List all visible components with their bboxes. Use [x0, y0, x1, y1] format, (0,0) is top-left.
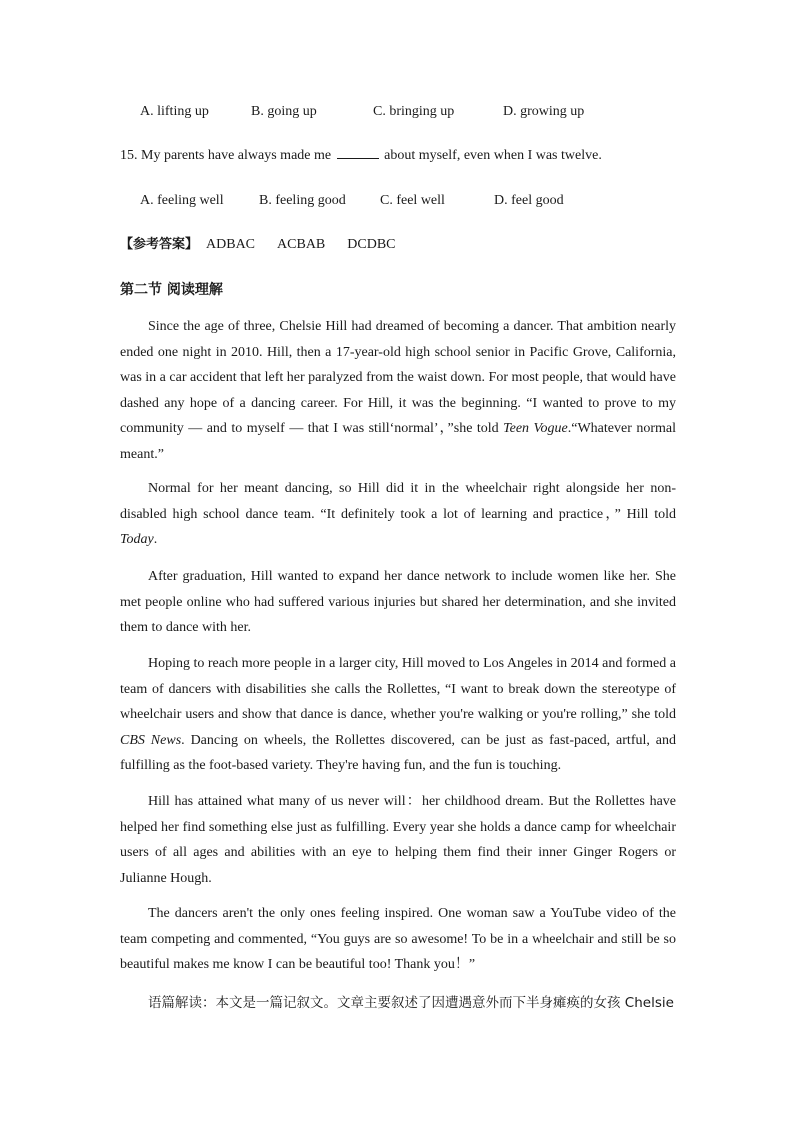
q14-option-b: B. going up: [251, 104, 317, 119]
paragraph-2-text-b: .: [153, 532, 158, 547]
q15-options: [0, 191, 793, 211]
source-teen-vogue: Teen Vogue: [503, 421, 568, 436]
passage-analysis-note: [120, 992, 676, 1014]
q15-stem-after: about myself, even when I was twelve.: [384, 148, 602, 163]
q15-option-c: C. feel well: [380, 193, 445, 208]
q14-option-c: C. bringing up: [373, 104, 455, 119]
answer-key: [120, 235, 410, 255]
q14-options: [0, 102, 793, 122]
source-today: Today: [120, 532, 154, 547]
paragraph-1-text-a: Since the age of three, Chelsie Hill had dreamed of becoming a dancer. That ambition nearly ended one night in 2010. Hill, then a 17-year-old high school senior in Pacific Grove, California, was in a car accident that left her paralyzed from the waist down. For most people, that would have dashed any hope of a dancing career. For Hill, it was the beginning. “I wanted to prove to my community — and to myself — that I was still‘normal’，”she told: [120, 319, 676, 436]
q15-stem-before: My parents have always made me: [141, 148, 332, 163]
q15-option-a: A. feeling well: [140, 193, 224, 208]
passage-paragraph-6: [120, 901, 676, 978]
paragraph-3-text: After graduation, Hill wanted to expand her dance network to include women like her. She met people online who had suffered various injuries but shared her determination, and she invited them to dance with her.: [120, 569, 676, 635]
paragraph-6-text: The dancers aren't the only ones feeling inspired. One woman saw a YouTube video of the team competing and commented, “You guys are so awesome! To be in a wheelchair and still be so beautiful makes me know I can be beautiful too! Thank you！”: [120, 906, 676, 972]
passage-analysis-text: 语篇解读：本文是一篇记叙文。文章主要叙述了因遭遇意外而下半身瘫痪的女孩 Chelsie: [148, 995, 674, 1011]
section-heading: 第二节 阅读理解: [120, 282, 223, 298]
passage-paragraph-3: [120, 564, 676, 641]
answer-group-3: DCDBC: [347, 237, 396, 252]
paragraph-4-text-b: . Dancing on wheels, the Rollettes discovered, can be just as fast-paced, artful, and fulfilling as the foot-based variety. They're having fun, and the fun is touching.: [120, 732, 676, 773]
q15-number: 15.: [120, 148, 138, 163]
passage-paragraph-5: [120, 789, 676, 891]
paragraph-2-text-a: Normal for her meant dancing, so Hill did it in the wheelchair right alongside her non-disabled high school dance team. “It definitely took a lot of learning and practice，” Hill told: [120, 481, 676, 522]
passage-paragraph-4: [120, 651, 676, 779]
paragraph-1-text-b: .“Whatever normal meant.”: [120, 421, 676, 462]
q15-option-b: B. feeling good: [259, 193, 346, 208]
q15-stem: [120, 146, 602, 166]
q15-blank: [337, 146, 379, 159]
source-cbs-news: CBS News: [120, 732, 182, 748]
answer-key-label: 【参考答案】: [120, 237, 199, 252]
passage-paragraph-1: [120, 314, 676, 467]
q14-option-a: A. lifting up: [140, 104, 209, 119]
passage-paragraph-2: [120, 476, 676, 553]
paragraph-4-text-a: Hoping to reach more people in a larger city, Hill moved to Los Angeles in 2014 and formed a team of dancers with disabilities she calls the Rollettes, “I want to break down the stereotype of wheelchair users and show that dance is dance, whether you're walking or you're rolling,” she told: [120, 656, 676, 722]
q15-option-d: D. feel good: [494, 193, 564, 208]
answer-group-2: ACBAB: [277, 237, 326, 252]
q14-option-d: D. growing up: [503, 104, 585, 119]
paragraph-5-text: Hill has attained what many of us never will：her childhood dream. But the Rollettes have helped her find something else just as fulfilling. Every year she holds a dance camp for wheelchair users of all ages and abilities with an eye to helping them find their inner Ginger Rogers or Julianne Hough.: [120, 794, 676, 886]
answer-group-1: ADBAC: [206, 237, 256, 252]
